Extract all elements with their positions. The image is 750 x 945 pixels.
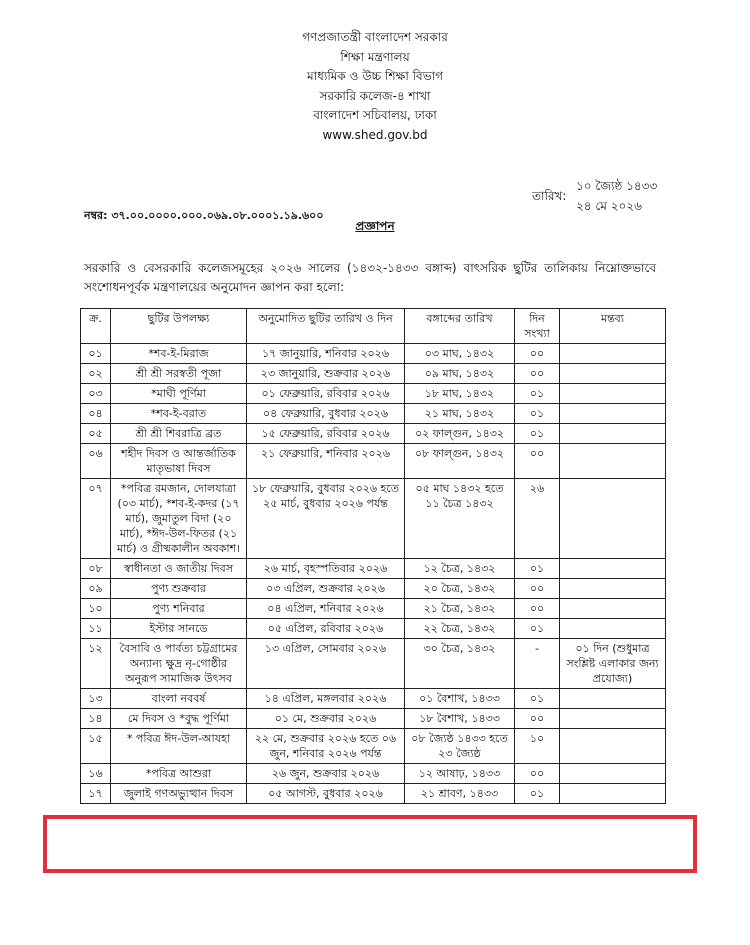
cell-occasion: ইস্টার সানডে xyxy=(111,619,247,639)
cell-occasion: *পবিত্র আশুরা xyxy=(111,764,247,784)
cell-bangla-date: ৩০ চৈত্র, ১৪৩২ xyxy=(405,639,515,689)
cell-occasion: পুণ্য শুক্রবার xyxy=(111,579,247,599)
cell-bangla-date: ০৯ মাঘ, ১৪৩২ xyxy=(405,364,515,384)
gregorian-date: ২৪ মে ২০২৬ xyxy=(576,199,642,213)
cell-approved-date: ০১ মে, শুক্রবার ২০২৬ xyxy=(247,709,405,729)
cell-days: ১০ xyxy=(515,729,560,764)
office-header xyxy=(0,28,750,145)
header-approved-date: অনুমোদিত ছুটির তারিখ ও দিন xyxy=(247,309,405,344)
cell-occasion: শ্রী শ্রী শিবরাত্রি ব্রত xyxy=(111,424,247,444)
cell-occasion: *শব-ই-মিরাজ xyxy=(111,344,247,364)
cell-remarks xyxy=(560,619,666,639)
cell-approved-date: ১৮ ফেব্রুয়ারি, বুধবার ২০২৬ হতে ২৫ মার্চ, বুধবার ২০২৬ পর্যন্ত xyxy=(247,479,405,559)
cell-occasion: স্বাধীনতা ও জাতীয় দিবস xyxy=(111,559,247,579)
cell-approved-date: ২১ ফেব্রুয়ারি, শনিবার ২০২৬ xyxy=(247,444,405,479)
cell-approved-date: ১৩ এপ্রিল, সোমবার ২০২৬ xyxy=(247,639,405,689)
cell-remarks xyxy=(560,599,666,619)
cell-days: ০১ xyxy=(515,384,560,404)
cell-sl: ০১ xyxy=(81,344,111,364)
cell-sl: ০৯ xyxy=(81,579,111,599)
cell-sl: ০৭ xyxy=(81,479,111,559)
cell-sl: ০৪ xyxy=(81,404,111,424)
cell-approved-date: ২৬ জুন, শুক্রবার ২০২৬ xyxy=(247,764,405,784)
table-header-row xyxy=(81,309,666,344)
memo-number: নম্বর: ৩৭.০০.০০০০.০০০.০৬৯.০৮.০০০১.১৯.৬০০ xyxy=(84,209,324,222)
cell-bangla-date: ১২ আষাঢ়, ১৪৩৩ xyxy=(405,764,515,784)
cell-occasion: মে দিবস ও *বুদ্ধ পূর্ণিমা xyxy=(111,709,247,729)
table-row xyxy=(81,344,666,364)
table-row xyxy=(81,579,666,599)
table-row xyxy=(81,364,666,384)
cell-days: ০০ xyxy=(515,444,560,479)
cell-bangla-date: ০২ ফাল্গুন, ১৪৩২ xyxy=(405,424,515,444)
cell-sl: ০৫ xyxy=(81,424,111,444)
cell-days: ০০ xyxy=(515,599,560,619)
cell-approved-date: ০১ ফেব্রুয়ারি, রবিবার ২০২৬ xyxy=(247,384,405,404)
table-body xyxy=(81,344,666,804)
cell-approved-date: ১৭ জানুয়ারি, শনিবার ২০২৬ xyxy=(247,344,405,364)
table-row xyxy=(81,404,666,424)
cell-remarks xyxy=(560,559,666,579)
cell-occasion: * পবিত্র ঈদ-উল-আযহা xyxy=(111,729,247,764)
cell-remarks xyxy=(560,784,666,804)
cell-approved-date: ০৪ এপ্রিল, শনিবার ২০২৬ xyxy=(247,599,405,619)
cell-sl: ০২ xyxy=(81,364,111,384)
holiday-table xyxy=(80,308,666,804)
bangla-date: ১০ জ্যৈষ্ঠ ১৪৩৩ xyxy=(576,179,658,193)
header-bangla-date: বঙ্গাব্দের তারিখ xyxy=(405,309,515,344)
cell-remarks xyxy=(560,729,666,764)
cell-approved-date: ০৪ ফেব্রুয়ারি, বুধবার ২০২৬ xyxy=(247,404,405,424)
cell-bangla-date: ১৮ মাঘ, ১৪৩২ xyxy=(405,384,515,404)
ministry-name: শিক্ষা মন্ত্রণালয় xyxy=(340,49,410,64)
cell-remarks xyxy=(560,479,666,559)
cell-days: ০০ xyxy=(515,344,560,364)
cell-occasion: বাংলা নববর্ষ xyxy=(111,689,247,709)
highlight-box xyxy=(43,815,697,873)
cell-bangla-date: ১২ চৈত্র, ১৪৩২ xyxy=(405,559,515,579)
cell-approved-date: ০৫ আগস্ট, বুধবার ২০২৬ xyxy=(247,784,405,804)
cell-remarks xyxy=(560,424,666,444)
cell-approved-date: ২৩ জানুয়ারি, শুক্রবার ২০২৬ xyxy=(247,364,405,384)
cell-days: ০১ xyxy=(515,424,560,444)
office-address: বাংলাদেশ সচিবালয়, ঢাকা xyxy=(313,108,437,122)
table-row xyxy=(81,709,666,729)
table-row xyxy=(81,639,666,689)
table-row xyxy=(81,384,666,404)
cell-occasion: *মাঘী পূর্ণিমা xyxy=(111,384,247,404)
table-row xyxy=(81,764,666,784)
cell-days: ০০ xyxy=(515,709,560,729)
cell-sl: ১০ xyxy=(81,599,111,619)
cell-remarks xyxy=(560,384,666,404)
cell-bangla-date: ০৫ মাঘ ১৪৩২ হতে ১১ চৈত্র ১৪৩২ xyxy=(405,479,515,559)
cell-remarks xyxy=(560,579,666,599)
cell-remarks: ০১ দিন (শুধুমাত্র সংশ্লিষ্ট এলাকার জন্য প্রযোজ্য) xyxy=(560,639,666,689)
cell-days: ০১ xyxy=(515,559,560,579)
cell-sl: ০৬ xyxy=(81,444,111,479)
table-row xyxy=(81,619,666,639)
cell-days: ০১ xyxy=(515,404,560,424)
cell-approved-date: ০৩ এপ্রিল, শুক্রবার ২০২৬ xyxy=(247,579,405,599)
cell-bangla-date: ২২ চৈত্র, ১৪৩২ xyxy=(405,619,515,639)
cell-days: ২৬ xyxy=(515,479,560,559)
cell-remarks xyxy=(560,689,666,709)
cell-approved-date: ০৫ এপ্রিল, রবিবার ২০২৬ xyxy=(247,619,405,639)
table-row xyxy=(81,689,666,709)
cell-approved-date: ২২ মে, শুক্রবার ২০২৬ হতে ০৬ জুন, শনিবার ২০২৬ পর্যন্ত xyxy=(247,729,405,764)
government-name: গণপ্রজাতন্ত্রী বাংলাদেশ সরকার xyxy=(302,30,448,44)
table-row xyxy=(81,424,666,444)
cell-occasion: পুণ্য শনিবার xyxy=(111,599,247,619)
cell-remarks xyxy=(560,764,666,784)
table-row xyxy=(81,599,666,619)
cell-bangla-date: ২১ মাঘ, ১৪৩২ xyxy=(405,404,515,424)
header-remarks: মন্তব্য xyxy=(560,309,666,344)
cell-bangla-date: ০৩ মাঘ, ১৪৩২ xyxy=(405,344,515,364)
cell-remarks xyxy=(560,344,666,364)
cell-days: ০০ xyxy=(515,579,560,599)
cell-sl: ১১ xyxy=(81,619,111,639)
cell-sl: ১৬ xyxy=(81,764,111,784)
cell-bangla-date: ০১ বৈশাখ, ১৪৩৩ xyxy=(405,689,515,709)
table-row xyxy=(81,559,666,579)
header-days: দিন সংখ্যা xyxy=(515,309,560,344)
cell-sl: ১৭ xyxy=(81,784,111,804)
table-row xyxy=(81,729,666,764)
cell-occasion: শহীদ দিবস ও আন্তর্জাতিক মাতৃভাষা দিবস xyxy=(111,444,247,479)
cell-approved-date: ১৫ ফেব্রুয়ারি, রবিবার ২০২৬ xyxy=(247,424,405,444)
cell-sl: ০৮ xyxy=(81,559,111,579)
cell-occasion: শ্রী শ্রী সরস্বতী পূজা xyxy=(111,364,247,384)
cell-sl: ১৫ xyxy=(81,729,111,764)
cell-sl: ১৪ xyxy=(81,709,111,729)
date-label: তারিখ: xyxy=(532,189,567,203)
cell-days: - xyxy=(515,639,560,689)
cell-days: ০১ xyxy=(515,689,560,709)
table-row xyxy=(81,444,666,479)
cell-remarks xyxy=(560,364,666,384)
header-sl: ক্র. xyxy=(81,309,111,344)
website-link[interactable]: www.shed.gov.bd xyxy=(322,127,428,142)
cell-sl: ১৩ xyxy=(81,689,111,709)
cell-approved-date: ১৪ এপ্রিল, মঙ্গলবার ২০২৬ xyxy=(247,689,405,709)
cell-bangla-date: ০৮ ফাল্গুন, ১৪৩২ xyxy=(405,444,515,479)
cell-occasion: *শব-ই-বরাত xyxy=(111,404,247,424)
header-occasion: ছুটির উপলক্ষ্য xyxy=(111,309,247,344)
intro-paragraph: সরকারি ও বেসরকারি কলেজসমূহের ২০২৬ সালের (১৪৩২-১৪৩৩ বঙ্গাব্দ) বাৎসরিক ছুটির তালিকায় নিম্নোক্তভাবে সংশোধনপূর্বক মন্ত্রণালয়ের অনুমোদন জ্ঞাপন করা হলো: xyxy=(84,261,656,294)
cell-occasion: বৈসাবি ও পার্বত্য চট্টগ্রামের অন্যান্য ক্ষুদ্র নৃ-গোষ্ঠীর অনুরূপ সামাজিক উৎসব xyxy=(111,639,247,689)
cell-approved-date: ২৬ মার্চ, বৃহস্পতিবার ২০২৬ xyxy=(247,559,405,579)
division-name: মাধ্যমিক ও উচ্চ শিক্ষা বিভাগ xyxy=(306,69,444,83)
section-name: সরকারি কলেজ-৪ শাখা xyxy=(319,88,431,103)
cell-occasion: জুলাই গণঅভ্যুত্থান দিবস xyxy=(111,784,247,804)
cell-sl: ১২ xyxy=(81,639,111,689)
cell-bangla-date: ২১ শ্রাবণ, ১৪৩৩ xyxy=(405,784,515,804)
cell-bangla-date: ০৮ জ্যৈষ্ঠ ১৪৩৩ হতে ২৩ জ্যৈষ্ঠ xyxy=(405,729,515,764)
cell-days: ০১ xyxy=(515,784,560,804)
document-title: প্রজ্ঞাপন xyxy=(355,219,395,233)
table-row xyxy=(81,784,666,804)
cell-days: ০০ xyxy=(515,364,560,384)
table-row xyxy=(81,479,666,559)
cell-days: ০১ xyxy=(515,619,560,639)
cell-occasion: *পবিত্র রমজান, দোলযাত্রা (০৩ মার্চ), *শব-ই-কদর (১৭ মার্চ), জুমাতুল বিদা (২০ মার্চ), *ঈদ-উল-ফিতর (২১ মার্চ) ও গ্রীষ্মকালীন অবকাশ। xyxy=(111,479,247,559)
cell-remarks xyxy=(560,404,666,424)
cell-remarks xyxy=(560,444,666,479)
cell-bangla-date: ১৮ বৈশাখ, ১৪৩৩ xyxy=(405,709,515,729)
cell-bangla-date: ২০ চৈত্র, ১৪৩২ xyxy=(405,579,515,599)
cell-sl: ০৩ xyxy=(81,384,111,404)
cell-days: ০০ xyxy=(515,764,560,784)
cell-remarks xyxy=(560,709,666,729)
cell-bangla-date: ২১ চৈত্র, ১৪৩২ xyxy=(405,599,515,619)
